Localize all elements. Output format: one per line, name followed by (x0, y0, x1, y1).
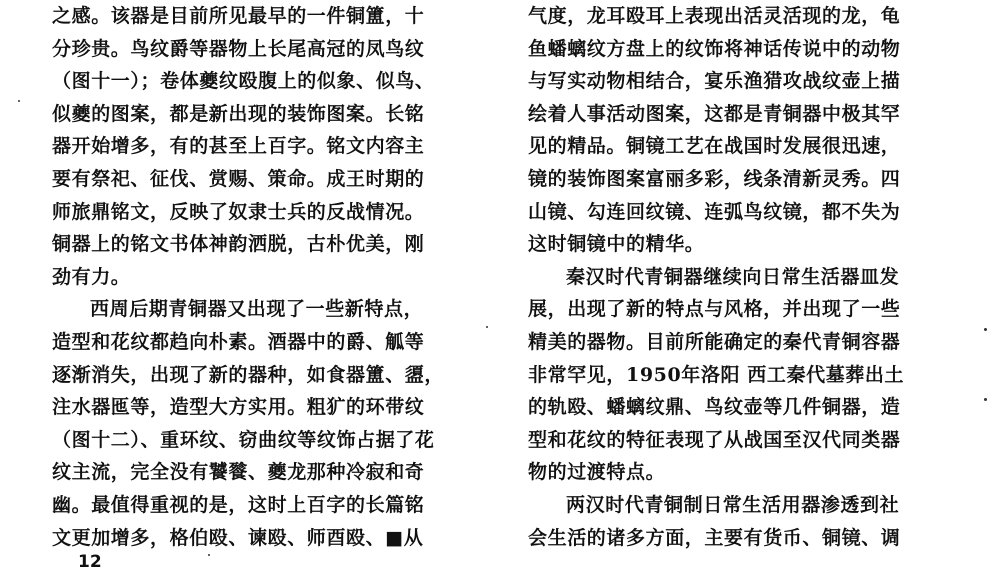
text-line: 见的精品。铜镜工艺在战国时发展很迅速， (528, 135, 901, 158)
text-line: 展，出现了新的特点与风格，并出现了一些 (528, 298, 901, 321)
text-line: 气度，龙耳殴耳上表现出活灵活现的龙，龟 (528, 5, 901, 27)
text-line: 镜的装饰图案富丽多彩，线条清新灵秀。四 (528, 167, 901, 190)
scan-speck (486, 326, 488, 328)
text-line: 之感。该器是目前所见最早的一件铜簠，十 (52, 5, 425, 27)
right-column (528, 0, 948, 554)
text-line: （图十一）；卷体夔纹殴腹上的似象、似鸟、 (52, 70, 435, 93)
text-line: 铜器上的铭文书体神韵洒脱，古朴优美，刚 (52, 233, 425, 256)
text-line: 似夔的图案，都是新出现的装饰图案。长铭 (52, 102, 425, 125)
text-line: 山镜、勾连回纹镜、连弧鸟纹镜，都不失为 (528, 200, 901, 223)
text-line: 会生活的诸多方面，主要有货币、铜镜、调 (528, 526, 901, 549)
text-line: 注水器匜等，造型大方实用。粗犷的环带纹 (52, 396, 425, 419)
text-line: 秦汉时代青铜器继续向日常生活器皿发 (566, 265, 900, 288)
scan-speck (208, 554, 210, 556)
text-line: 器开始增多，有的甚至上百字。铭文内容主 (52, 135, 425, 158)
scan-speck (984, 398, 987, 401)
text-line: 这时铜镜中的精华。 (528, 233, 705, 256)
text-line: 非常罕见，1950年洛阳 西工秦代墓葬出土 (528, 363, 905, 386)
text-line: 两汉时代青铜制日常生活用器渗透到社 (566, 493, 900, 516)
left-column (52, 0, 470, 554)
text-line: 绘着人事活动图案，这都是青铜器中极其罕 (528, 102, 901, 125)
text-line: 型和花纹的特征表现了从战国至汉代同类器 (528, 428, 901, 451)
text-line: 造型和花纹都趋向朴素。酒器中的爵、觚等 (52, 330, 425, 353)
text-line: 与写实动物相结合，宴乐渔猎攻战纹壶上描 (528, 70, 901, 93)
text-line: 要有祭祀、征伐、赏赐、策命。成王时期的 (52, 167, 425, 190)
text-line: 西周后期青铜器又出现了一些新特点， (90, 298, 424, 321)
scan-speck (18, 100, 20, 102)
text-line: （图十二）、重环纹、窃曲纹等纹饰占据了花 (52, 428, 435, 451)
page-number: 12 (78, 552, 102, 572)
text-line: 师旅鼎铭文，反映了奴隶士兵的反战情况。 (52, 200, 425, 223)
text-line: 物的过渡特点。 (528, 461, 666, 484)
text-line: 纹主流，完全没有饕餮、夔龙那种冷寂和奇 (52, 461, 425, 484)
scan-speck (984, 328, 987, 331)
text-line: 精美的器物。目前所能确定的秦代青铜容器 (528, 330, 901, 353)
text-line: 分珍贵。鸟纹爵等器物上长尾高冠的凤鸟纹 (52, 37, 425, 60)
text-line: 的轨殴、蟠螭纹鼎、鸟纹壶等几件铜器，造 (528, 396, 901, 419)
text-line: 劲有力。 (52, 265, 131, 288)
text-line: 逐渐消失，出现了新的器种，如食器簠、盨， (52, 363, 445, 386)
text-line: 幽。最值得重视的是，这时上百字的长篇铭 (52, 493, 425, 516)
text-line: 文更加增多，格伯殴、谏殴、师酉殴、■从 (52, 526, 424, 549)
text-line: 鱼蟠螭纹方盘上的纹饰将神话传说中的动物 (528, 37, 901, 60)
